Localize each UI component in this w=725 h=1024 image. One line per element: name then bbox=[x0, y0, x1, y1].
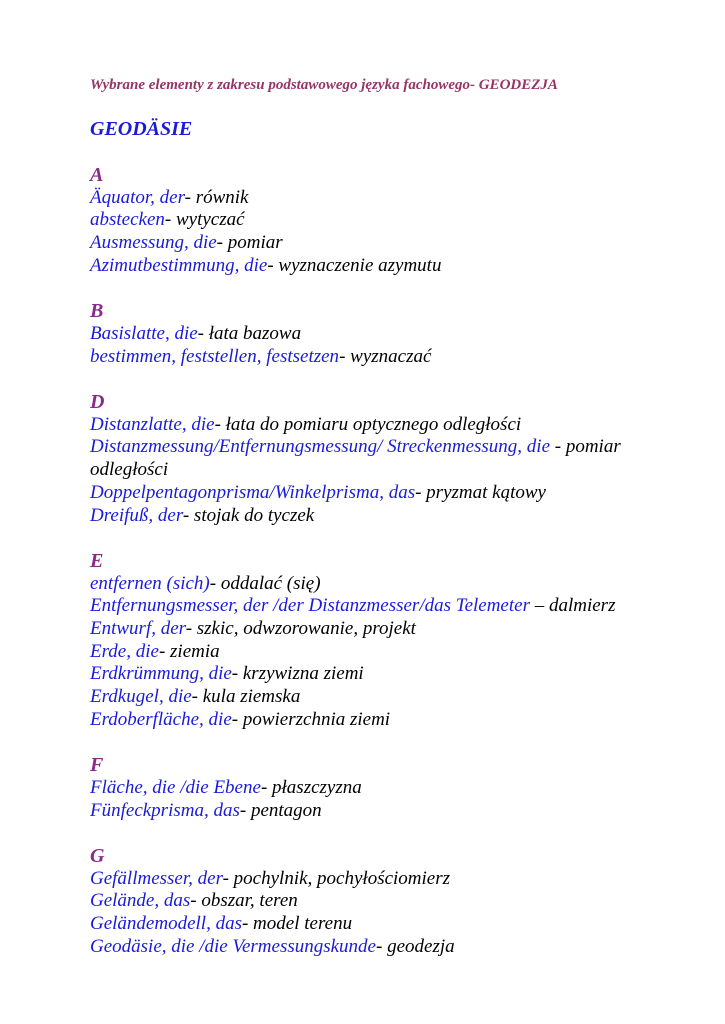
glossary bbox=[90, 164, 650, 981]
glossary-entry bbox=[90, 709, 650, 732]
glossary-entry bbox=[90, 323, 650, 346]
glossary-entry bbox=[90, 505, 650, 528]
glossary-entry bbox=[90, 187, 650, 210]
glossary-section-e bbox=[90, 550, 650, 732]
glossary-entry bbox=[90, 595, 650, 618]
entry-translation: - wyznaczenie azymutu bbox=[267, 254, 442, 276]
entry-term: Doppelpentagonprisma/Winkelprisma, das bbox=[90, 481, 416, 503]
entry-translation: - szkic, odwzorowanie, projekt bbox=[185, 618, 416, 640]
glossary-section-g bbox=[90, 845, 650, 959]
glossary-entry bbox=[90, 868, 650, 891]
glossary-entry bbox=[90, 641, 650, 664]
entry-term: Entfernungsmesser, der /der Distanzmesser/das Telemeter bbox=[90, 595, 530, 617]
entry-term: Distanzmessung/Entfernungsmessung/ Streckenmessung, die bbox=[90, 436, 550, 458]
glossary-entry bbox=[90, 913, 650, 936]
entry-term: Gelände, das bbox=[90, 890, 191, 912]
glossary-entry bbox=[90, 255, 650, 278]
glossary-entry bbox=[90, 777, 650, 800]
section-letter: A bbox=[90, 164, 104, 186]
entry-term: Dreifuß, der bbox=[90, 504, 183, 526]
section-letter: D bbox=[90, 391, 105, 413]
entry-translation: - łata do pomiaru optycznego odległości bbox=[214, 413, 522, 435]
entry-translation: - wytyczać bbox=[164, 209, 245, 231]
entry-translation: - równik bbox=[184, 186, 249, 208]
entry-term: Azimutbestimmung, die bbox=[90, 254, 268, 276]
glossary-entry bbox=[90, 618, 650, 641]
entry-term: Erdkrümmung, die bbox=[90, 663, 232, 685]
glossary-entry bbox=[90, 686, 650, 709]
section-letter: F bbox=[90, 754, 104, 777]
entry-translation: - łata bazowa bbox=[197, 322, 302, 344]
section-letter: B bbox=[90, 300, 104, 323]
glossary-entry bbox=[90, 482, 650, 505]
entry-term: Erdkugel, die bbox=[90, 686, 192, 708]
entry-translation: - stojak do tyczek bbox=[182, 504, 315, 526]
glossary-entry bbox=[90, 936, 650, 959]
glossary-section-d bbox=[90, 391, 650, 527]
glossary-section-f bbox=[90, 754, 650, 822]
entry-translation: - krzywizna ziemi bbox=[231, 663, 364, 685]
entry-translation: - kula ziemska bbox=[191, 686, 301, 708]
entry-translation: - obszar, teren bbox=[190, 890, 298, 912]
entry-term: Basislatte, die bbox=[90, 322, 198, 344]
entry-term: Geländemodell, das bbox=[90, 913, 242, 935]
entry-term: Ausmessung, die bbox=[90, 232, 217, 254]
section-letter: G bbox=[90, 845, 105, 868]
entry-term: Erdoberfläche, die bbox=[90, 708, 232, 730]
glossary-entry bbox=[90, 414, 650, 437]
entry-translation: - pentagon bbox=[239, 799, 322, 821]
entry-translation: - pomiar bbox=[216, 232, 283, 254]
entry-term: bestimmen, feststellen, festsetzen bbox=[90, 345, 340, 367]
entry-translation: - ziemia bbox=[158, 640, 220, 662]
entry-term: Fünfeckprisma, das bbox=[90, 799, 240, 821]
entry-term: Äquator, der bbox=[90, 186, 185, 208]
section-letter: E bbox=[90, 549, 104, 572]
entry-translation: – dalmierz bbox=[529, 595, 616, 617]
entry-translation: - geodezja bbox=[376, 935, 455, 957]
glossary-entry bbox=[90, 800, 650, 823]
entry-term: entfernen (sich) bbox=[90, 572, 210, 594]
entry-translation: - płaszczyzna bbox=[260, 776, 362, 798]
entry-translation: - oddalać (się) bbox=[209, 572, 321, 594]
entry-term: Entwurf, der bbox=[90, 618, 186, 640]
entry-translation: - pomiar odległości bbox=[90, 436, 621, 481]
glossary-entry bbox=[90, 890, 650, 913]
glossary-entry bbox=[90, 436, 650, 481]
entry-term: Gefällmesser, der bbox=[90, 867, 223, 889]
entry-translation: - model terenu bbox=[241, 913, 353, 935]
entry-term: abstecken bbox=[90, 209, 165, 231]
glossary-entry bbox=[90, 346, 650, 369]
document-title: GEODÄSIE bbox=[90, 118, 193, 140]
entry-translation: - powierzchnia ziemi bbox=[231, 708, 391, 730]
entry-translation: - pochylnik, pochyłościomierz bbox=[222, 867, 451, 889]
glossary-entry bbox=[90, 232, 650, 255]
entry-translation: - wyznaczać bbox=[339, 345, 432, 367]
glossary-entry bbox=[90, 573, 650, 596]
glossary-section-a bbox=[90, 164, 650, 278]
entry-term: Geodäsie, die /die Vermessungskunde bbox=[90, 935, 376, 957]
glossary-entry bbox=[90, 663, 650, 686]
document-header: Wybrane elementy z zakresu podstawowego języka fachowego- GEODEZJA bbox=[90, 77, 558, 93]
entry-term: Fläche, die /die Ebene bbox=[90, 776, 261, 798]
entry-term: Erde, die bbox=[90, 640, 159, 662]
glossary-entry bbox=[90, 209, 650, 232]
glossary-section-b bbox=[90, 300, 650, 368]
entry-translation: - pryzmat kątowy bbox=[415, 481, 546, 503]
entry-term: Distanzlatte, die bbox=[90, 413, 215, 435]
